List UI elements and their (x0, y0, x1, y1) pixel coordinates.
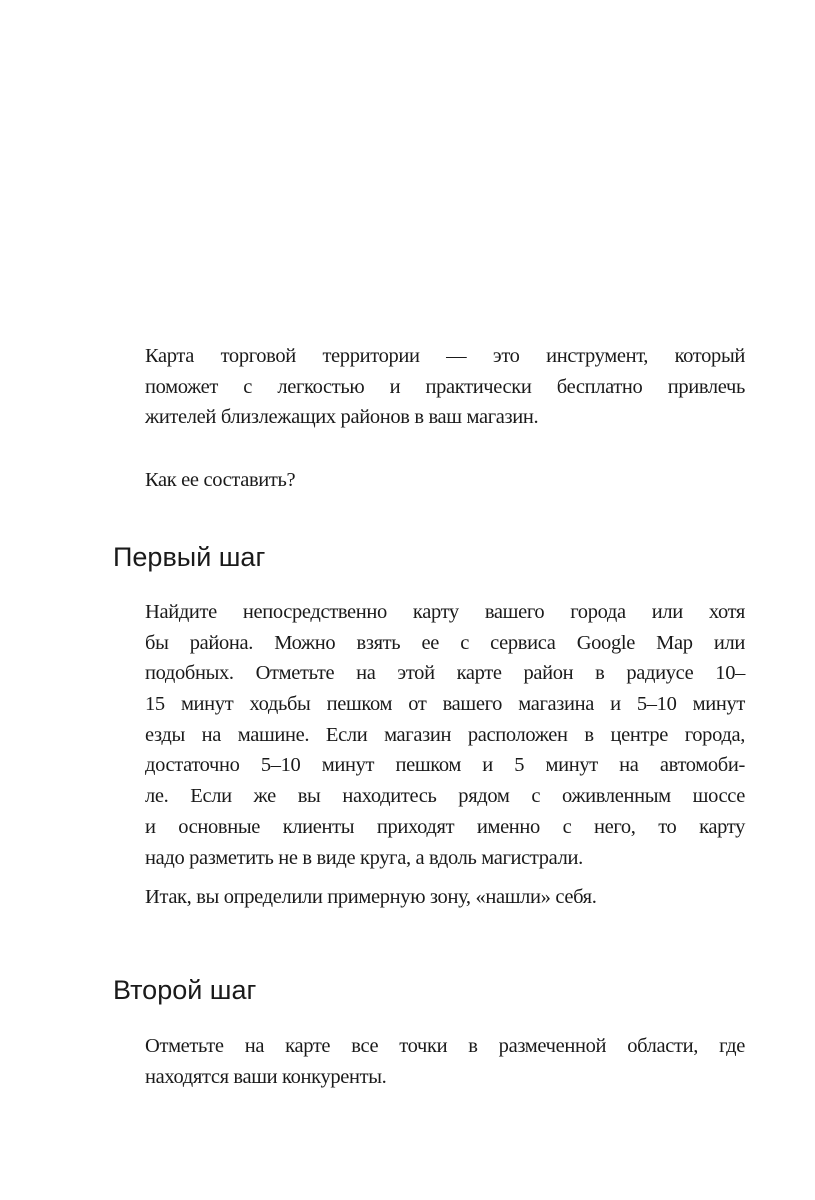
text-line: езды на машине. Если магазин расположен в центре города, (145, 723, 745, 746)
text-line: находятся ваши конкуренты. (145, 1065, 387, 1088)
text-line: Итак, вы определили примерную зону, «нашли» себя. (145, 886, 597, 908)
text-line: 15 минут ходьбы пешком от вашего магазина и 5–10 минут (145, 693, 745, 716)
text-line: и основные клиенты приходят именно с него, то карту (145, 815, 745, 838)
text-line: Как ее составить? (145, 469, 296, 491)
text-line: надо разметить не в виде круга, а вдоль магистрали. (145, 846, 583, 869)
section-heading-step1: Первый шаг (113, 542, 266, 572)
text-line: Карта торговой территории — это инструмент, который (145, 345, 745, 367)
intro-paragraph (145, 341, 745, 433)
text-line: жителей близлежащих районов в ваш магазин. (145, 406, 539, 429)
section-heading-step2: Второй шаг (113, 975, 257, 1005)
step2-paragraph (145, 1031, 745, 1092)
intro-question (145, 465, 745, 496)
text-line: достаточно 5–10 минут пешком и 5 минут на автомоби- (145, 754, 745, 777)
text-line: подобных. Отметьте на этой карте район в радиусе 10– (145, 662, 745, 685)
text-line: ле. Если же вы находитесь рядом с оживленным шоссе (145, 785, 745, 808)
step1-paragraph (145, 597, 745, 873)
text-line: поможет с легкостью и практически бесплатно привлечь (145, 375, 745, 398)
text-line: бы района. Можно взять ее с сервиса Google Map или (145, 631, 745, 654)
text-line: Найдите непосредственно карту вашего города или хотя (145, 601, 745, 623)
step1-conclusion (145, 882, 745, 913)
text-line: Отметьте на карте все точки в размеченной области, где (145, 1035, 745, 1057)
